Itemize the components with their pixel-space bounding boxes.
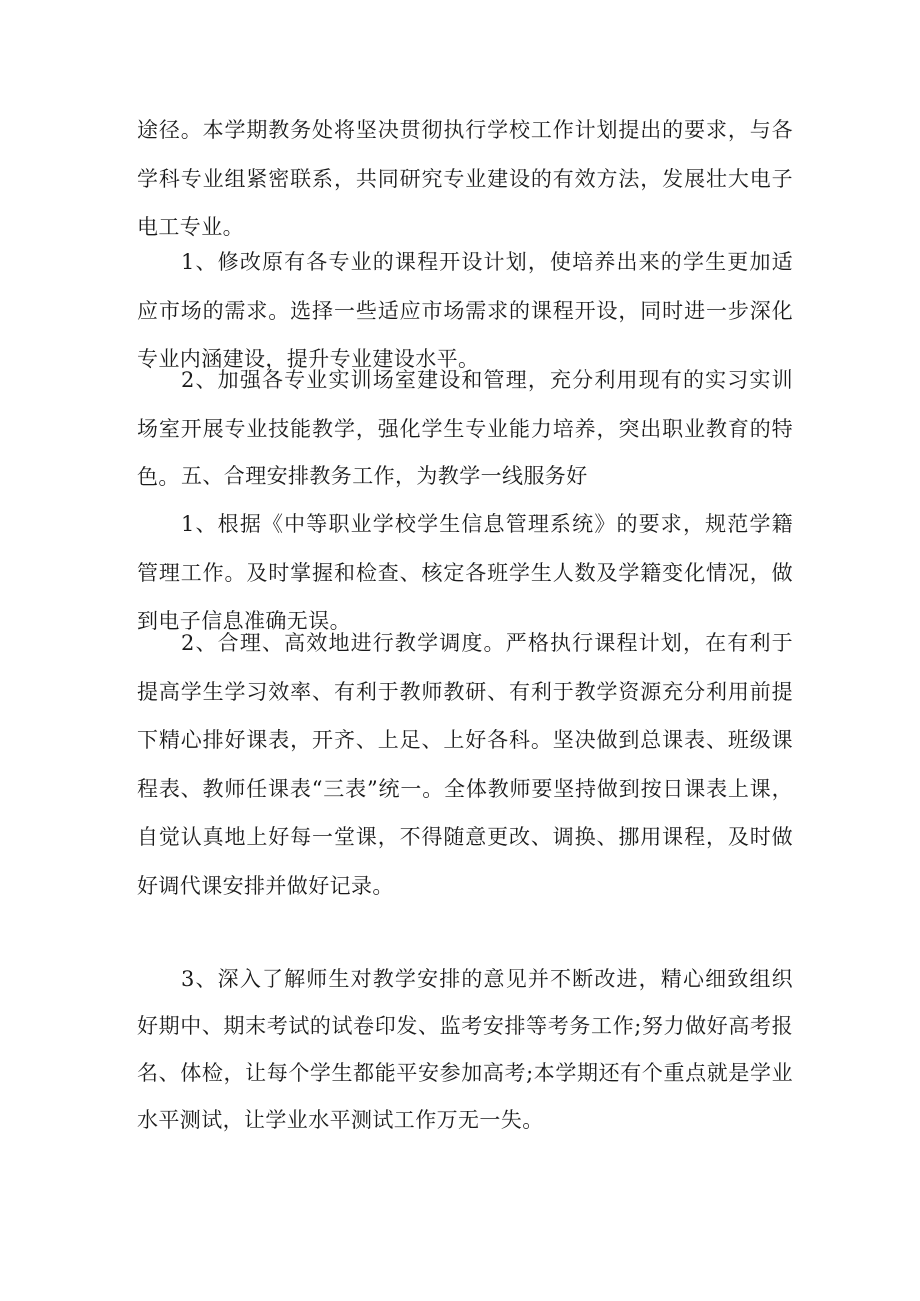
paragraph-item-2: 2、加强各专业实训场室建设和管理，充分利用现有的实习实训场室开展专业技能教学，强化学生专业能力培养，突出职业教育的特色。: [137, 368, 793, 489]
paragraph-item-3-section5: 3、深入了解师生对教学安排的意见并不断改进，精心细致组织好期中、期末考试的试卷印发、监考安排等考务工作;努力做好高考报名、体检，让每个学生都能平安参加高考;本学期还有个重点就是学业水平测试，让学业水平测试工作万无一失。: [137, 967, 793, 1132]
paragraph-continuation: 途径。本学期教务处将坚决贯彻执行学校工作计划提出的要求，与各学科专业组紧密联系，共同研究专业建设的有效方法，发展壮大电子电工专业。: [137, 118, 793, 239]
paragraph-item-1-section5: 1、根据《中等职业学校学生信息管理系统》的要求，规范学籍管理工作。及时掌握和检查、核定各班学生人数及学籍变化情况，做到电子信息准确无误。: [137, 512, 793, 633]
paragraph-item-1: 1、修改原有各专业的课程开设计划，使培养出来的学生更加适应市场的需求。选择一些适应市场需求的课程开设，同时进一步深化专业内涵建设，提升专业建设水平。: [137, 250, 793, 371]
paragraph-item-2-section5: 2、合理、高效地进行教学调度。严格执行课程计划，在有利于提高学生学习效率、有利于教师教研、有利于教学资源充分利用前提下精心排好课表，开齐、上足、上好各科。坚决做到总课表、班级课程表、教师任课表“三表”统一。全体教师要坚持做到按日课表上课，自觉认真地上好每一堂课，不得随意更改、调换、挪用课程，及时做好调代课安排并做好记录。: [137, 631, 793, 898]
section-heading: 五、合理安排教务工作，为教学一线服务好: [181, 464, 588, 488]
